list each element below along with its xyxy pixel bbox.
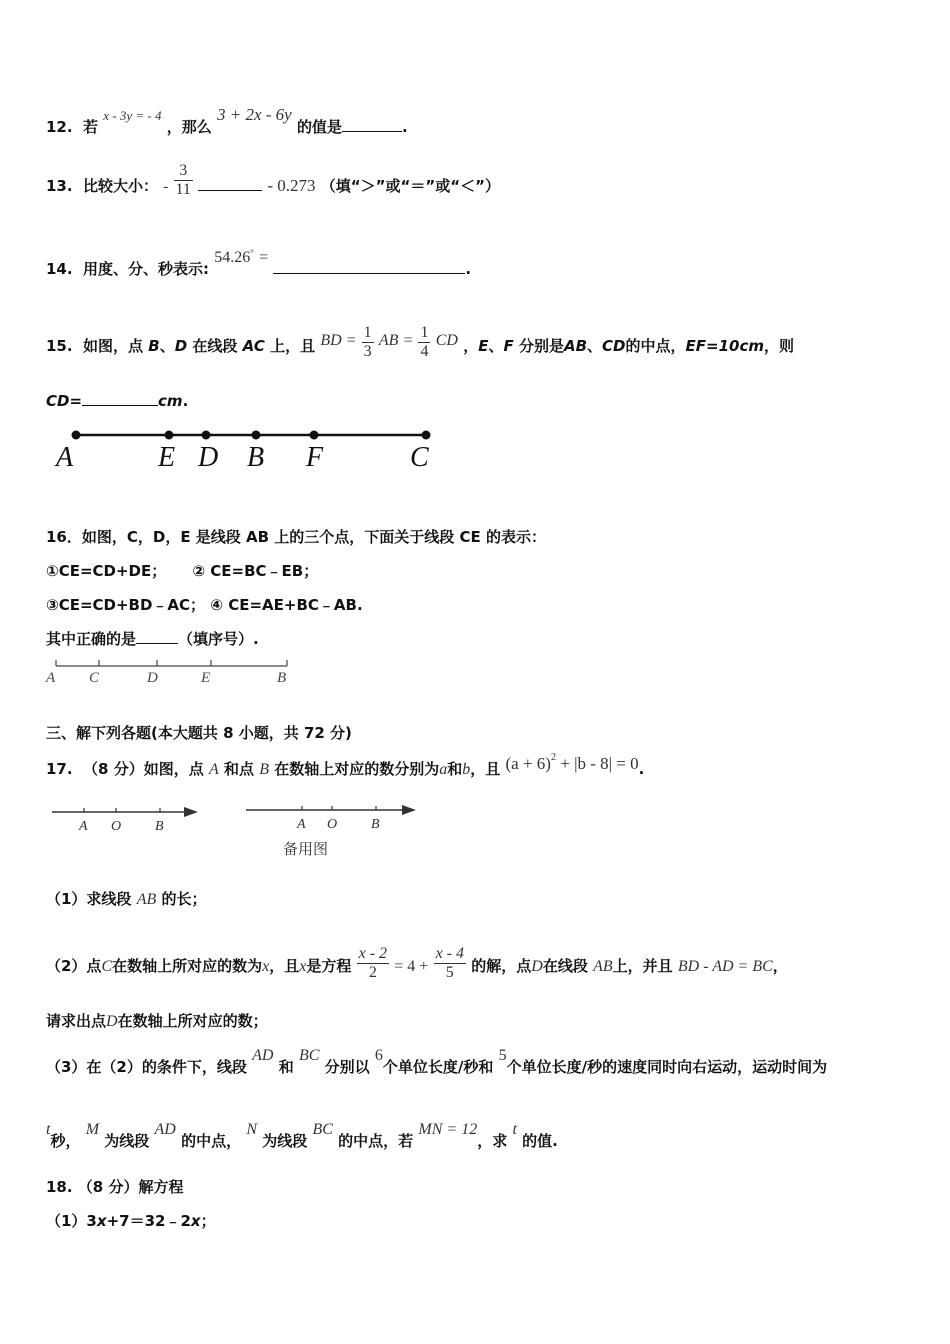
label-a: A [46,670,56,686]
axis-arrow [184,807,198,817]
question-17: 17. （8 分）如图，点 A 和点 B 在数轴上对应的数分别为a和b，且 $(a + 6)^2 + |b - 8| = 0$. [46,752,645,778]
label-b: B [277,670,287,686]
label-e: E [201,670,211,686]
q17-part-3-line-2: t秒， M 为线段 AD 的中点， N 为线段 BC 的中点，若 MN = 12，求 t 的值. [46,1121,558,1150]
label-o: O [111,819,122,834]
point-a [72,431,81,440]
question-13: 13. 比较大小： - $\frac{3}{11}$ - 0.273 （填“＞”或“＝”或“＜”） [46,162,500,198]
q17-part-2: （2）点C在数轴上所对应的数为x，且x是方程 $\frac{x - 2}{2}$ = 4 + $\frac{x - 4}{5}$ 的解，点D在线段 AB上，并且 BD - AD = BC， [46,945,788,981]
q16-option-3-4: ③CE=CD+BD﹣AC； ④ CE=AE+BC﹣AB. [46,596,363,614]
axis-arrow [402,805,416,815]
number-line-backup [240,798,430,838]
label-b: B [155,819,164,834]
point-c [422,431,431,440]
point-e [165,431,174,440]
q12-expression: 3 + 2x - 6y [217,105,292,124]
backup-caption: 备用图 [283,840,329,858]
q17-part-2-line-2: 请求出点D在数轴上所对应的数； [46,1012,268,1030]
q17-part-1: （1）求线段 AB 的长； [46,890,207,908]
q18-part-1: （1）3x+7＝32﹣2x； [46,1212,216,1230]
question-14: 14. 用度、分、秒表示: 54.26° = . [46,248,472,278]
q16-answer: 其中正确的是 （填序号）. [46,630,259,648]
question-12: 12. 若 x - 3y = - 4 ，那么 3 + 2x - 6y 的值是 . [46,105,408,136]
q14-value: 54.26 [214,249,251,266]
question-15: 15. 如图，点 B、D 在线段 AC 上，且 BD = $\frac{1}{3}$ AB = $\frac{1}{4}$ CD ，E、F 分别是AB、CD的中点，EF=10cm，则 [46,324,794,360]
q17-equation: $(a + 6)^2 + |b - 8| = 0$ [505,752,639,773]
label-c: C [410,442,429,473]
label-b: B [371,817,380,832]
label-c: C [89,670,100,686]
label-d: D [147,670,158,686]
answer-blank[interactable] [136,643,178,644]
question-16: 16．如图，C，D，E 是线段 AB 上的三个点，下面关于线段 CE 的表示： [46,528,546,546]
answer-blank[interactable] [198,190,262,191]
segment-figure-ab [40,655,300,691]
point-b [252,431,261,440]
number-line-main [46,800,216,840]
label-o: O [327,817,338,832]
label-f: F [306,442,324,473]
question-15-answer: CD= cm. [46,392,189,410]
point-f [310,431,319,440]
answer-blank[interactable] [82,405,158,406]
q17-part-3: （3）在（2）的条件下，线段 AD 和 BC 分别以 6个单位长度/秒和 5个单位长度/秒的速度同时向右运动，运动时间为 [46,1047,828,1076]
label-e: E [158,442,176,473]
label-a: A [56,442,74,473]
label-a: A [79,819,88,834]
segment-figure-ac [40,420,460,480]
answer-blank[interactable] [342,131,402,132]
section-3-heading: 三、解下列各题(本大题共 8 小题，共 72 分) [46,724,352,742]
q12-condition: x - 3y = - 4 [103,108,162,123]
fraction-3-11: $\frac{3}{11}$ [175,162,191,198]
label-a: A [297,817,306,832]
question-18: 18. （8 分）解方程 [46,1178,184,1196]
label-b: B [247,442,265,473]
point-d [202,431,211,440]
q16-option-1-2: ①CE=CD+DE； ② CE=BC﹣EB； [46,562,319,580]
label-d: D [198,442,219,473]
answer-blank[interactable] [273,273,465,274]
